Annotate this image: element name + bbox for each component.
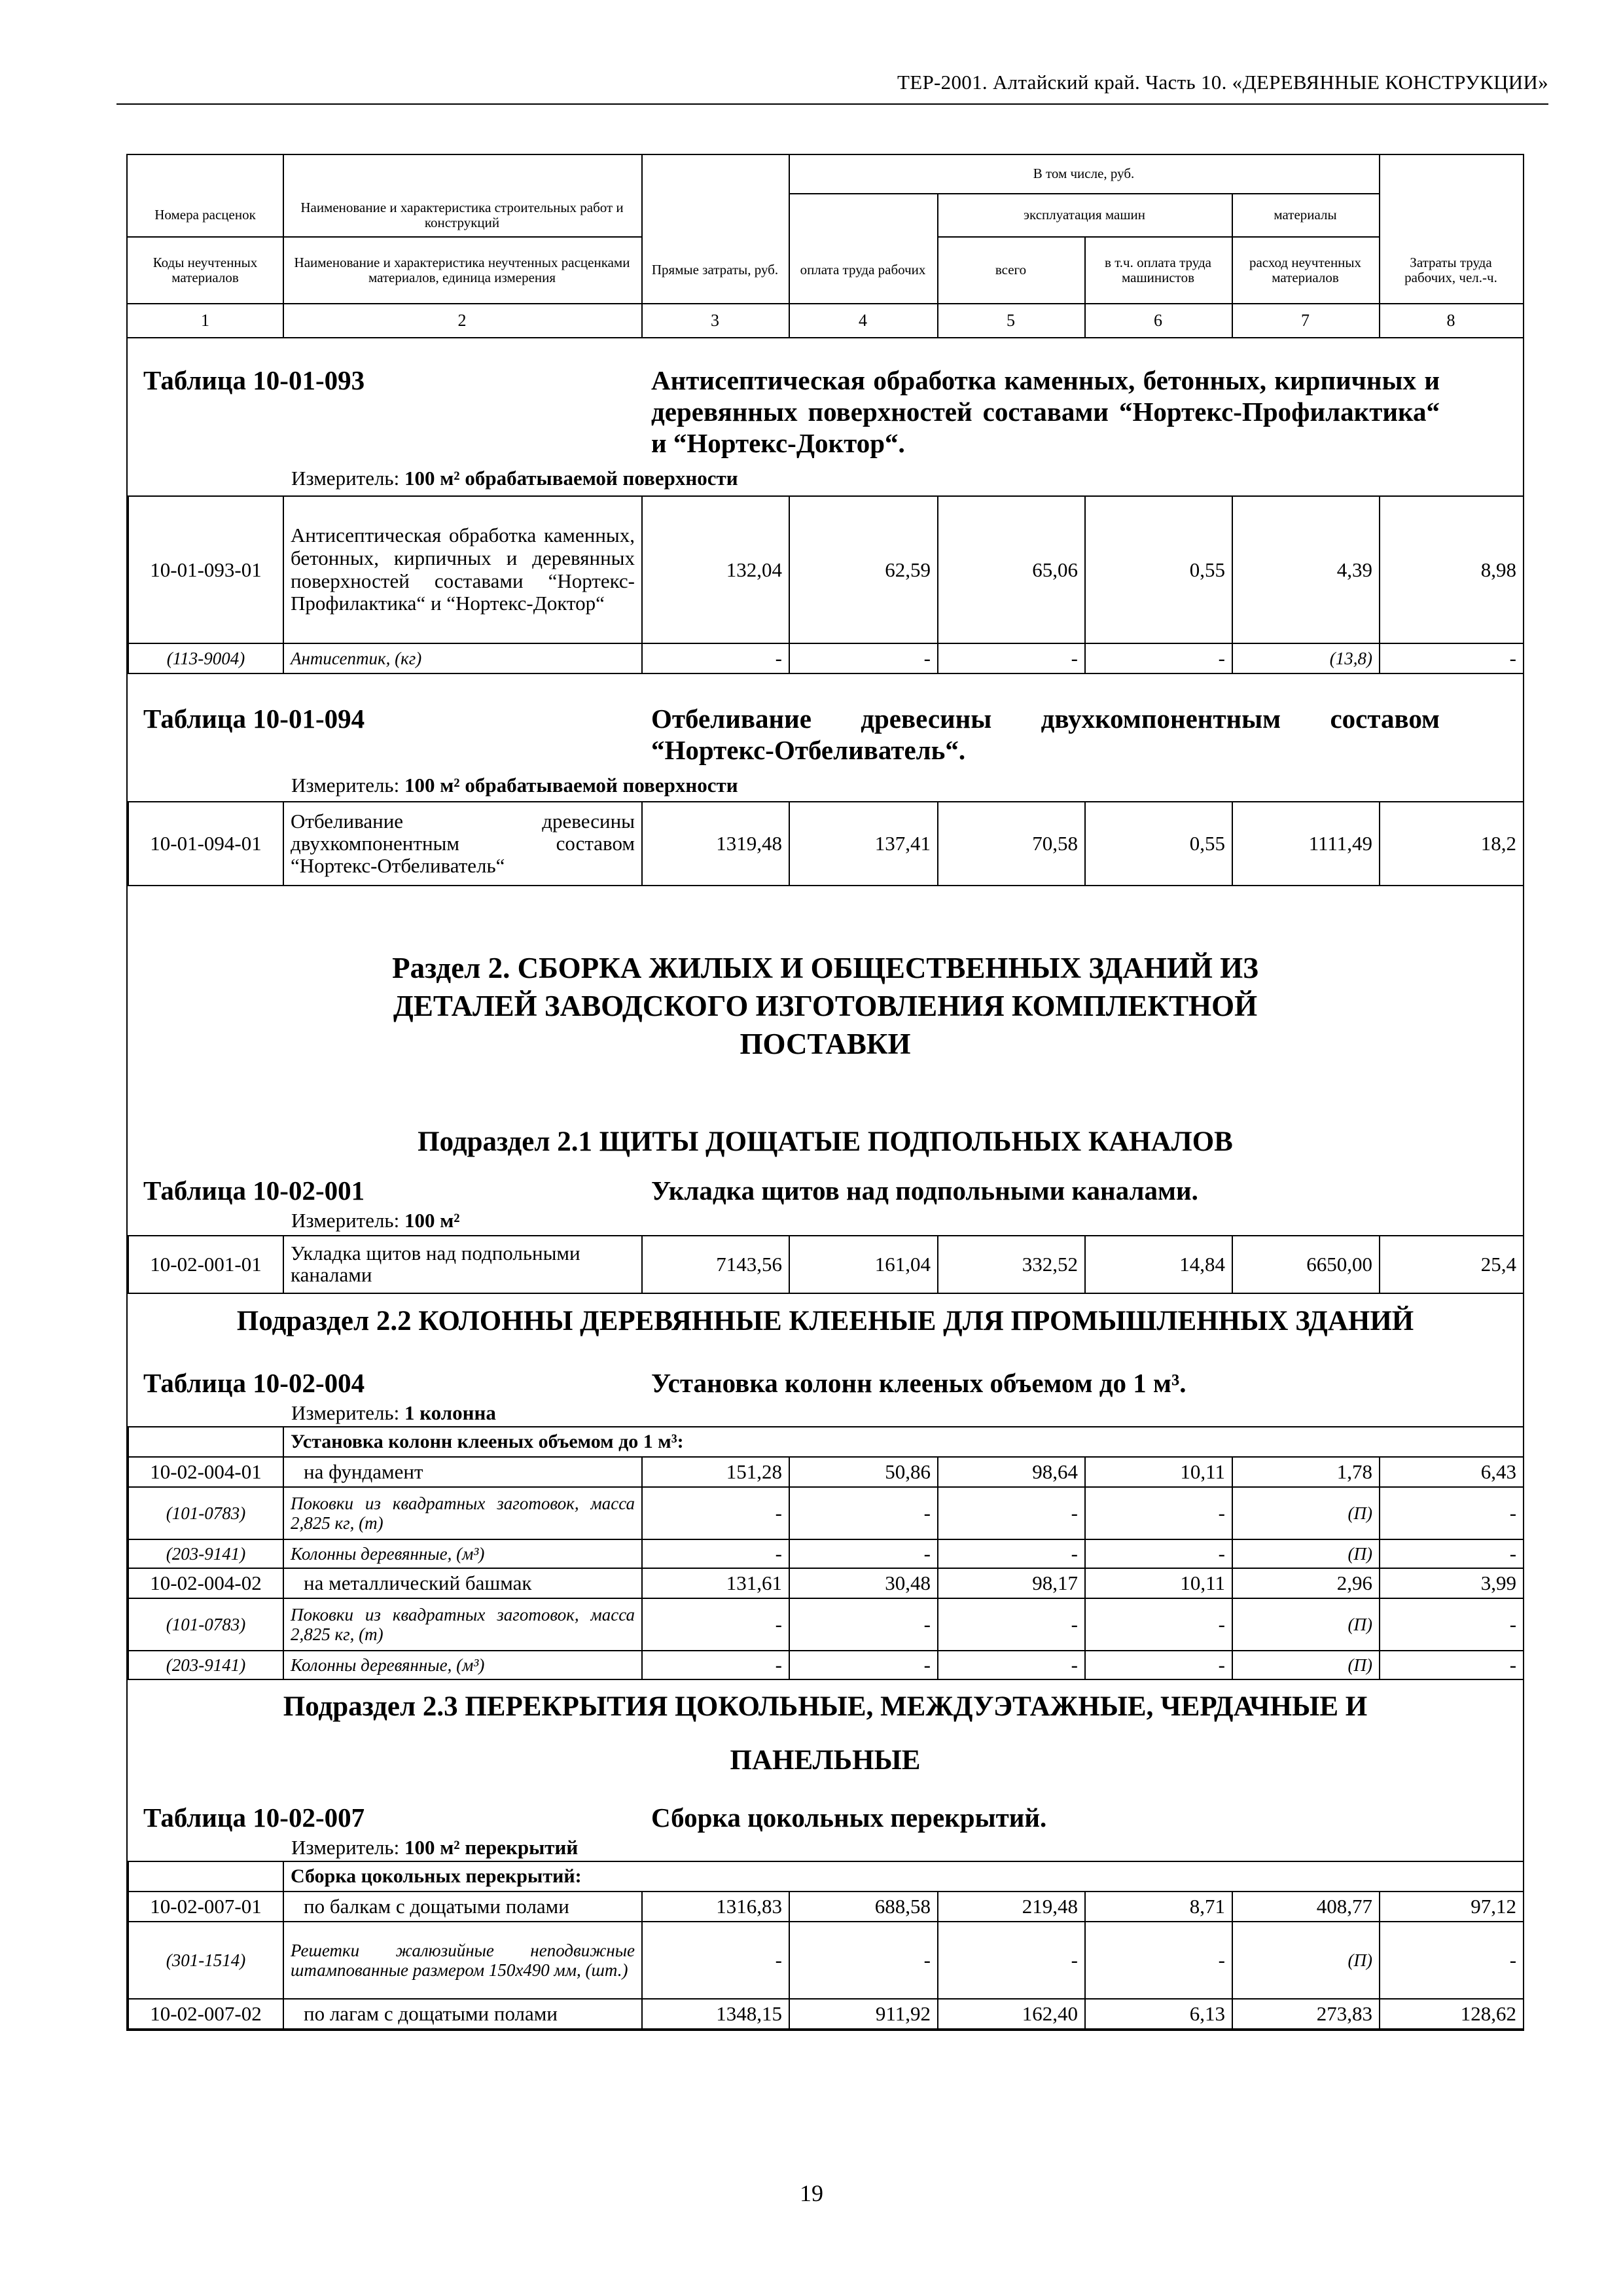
rate-name: по лагам с дощатыми полами: [283, 1999, 642, 2029]
machines-total: 98,17: [938, 1568, 1085, 1598]
direct-cost: 151,28: [642, 1457, 789, 1487]
rate-name: на фундамент: [283, 1457, 642, 1487]
cell-value: -: [938, 1487, 1085, 1539]
col-number: 2: [457, 310, 467, 330]
cell-value: -: [1085, 1651, 1232, 1679]
col-number: 3: [711, 310, 719, 330]
unit-value: 1 колонна: [404, 1401, 496, 1424]
col-number: 5: [1007, 310, 1015, 330]
rates-table: [128, 495, 1524, 644]
rates-table: [128, 643, 1524, 674]
cell-value: -: [1380, 1651, 1524, 1679]
cell-value: -: [642, 1539, 789, 1568]
material-code: (301-1514): [128, 1922, 283, 1999]
labor-hours: 3,99: [1380, 1568, 1524, 1598]
unit-line: [291, 1209, 460, 1232]
direct-cost: 1319,48: [642, 802, 789, 886]
table-heading: [128, 338, 1523, 495]
cell-value: (П): [1232, 1922, 1380, 1999]
table-title: Установка колонн клееных объемом до 1 м³.: [651, 1368, 1186, 1398]
rate-name: Укладка щитов над подпольными каналами: [283, 1236, 642, 1293]
header-rule: [116, 103, 1548, 105]
rate-code: 10-02-001-01: [128, 1236, 283, 1293]
col3-header: Прямые затраты, руб.: [651, 262, 779, 278]
material-row: [128, 1539, 1524, 1568]
cell-value: (П): [1232, 1651, 1380, 1679]
cell-value: -: [938, 1651, 1085, 1679]
cell-value: -: [642, 1598, 789, 1651]
machines-total: 219,48: [938, 1892, 1085, 1922]
group-label: Установка колонн клееных объемом до 1 м³:: [283, 1427, 1524, 1457]
table-title: Сборка цокольных перекрытий.: [651, 1803, 1047, 1833]
cell-value: -: [938, 1539, 1085, 1568]
table-row: [128, 496, 1524, 643]
cell-value: (П): [1232, 1539, 1380, 1568]
table-heading: [128, 674, 1523, 801]
col-number: 1: [201, 310, 209, 330]
subsection-title: Подраздел 2.1 ЩИТЫ ДОЩАТЫЕ ПОДПОЛЬНЫХ КАНАЛОВ: [418, 1126, 1233, 1157]
unit-value: 100 м² обрабатываемой поверхности: [404, 467, 738, 490]
labor-pay: 30,48: [789, 1568, 938, 1598]
table-row: [128, 1892, 1524, 1922]
table-code: Таблица 10-01-094: [143, 704, 365, 734]
rate-code: 10-01-094-01: [128, 802, 283, 886]
table-code: Таблица 10-02-007: [143, 1803, 365, 1833]
unit-value: 100 м²: [404, 1209, 460, 1232]
labor-hours: 25,4: [1380, 1236, 1524, 1293]
table-code: Таблица 10-02-004: [143, 1368, 365, 1398]
col8-header: Затраты труда рабочих, чел.-ч.: [1404, 254, 1497, 285]
col1-top-header: Номера расценок: [154, 207, 256, 223]
machinists-pay: 0,55: [1085, 496, 1232, 643]
material-name: Антисептик, (кг): [283, 643, 642, 673]
machinists-pay: 10,11: [1085, 1457, 1232, 1487]
materials-cost: 408,77: [1232, 1892, 1380, 1922]
unit-line: [291, 1401, 496, 1425]
cell-value: -: [1380, 643, 1524, 673]
table-row: [128, 1999, 1524, 2029]
materials-cost: 2,96: [1232, 1568, 1380, 1598]
material-code: (113-9004): [128, 643, 283, 673]
cell-value: -: [789, 643, 938, 673]
material-name: Колонны деревянные, (м³): [283, 1651, 642, 1679]
table-title: Укладка щитов над подпольными каналами.: [651, 1175, 1198, 1206]
unit-value: 100 м² обрабатываемой поверхности: [404, 774, 738, 797]
subsection-title: Подраздел 2.3 ПЕРЕКРЫТИЯ ЦОКОЛЬНЫЕ, МЕЖДУЭТАЖНЫЕ, ЧЕРДАЧНЫЕ И ПАНЕЛЬНЫЕ: [283, 1691, 1368, 1776]
table-code: Таблица 10-02-001: [143, 1175, 365, 1206]
cell-value: -: [1380, 1487, 1524, 1539]
rates-table: [128, 801, 1524, 886]
materials-header: материалы: [1274, 207, 1337, 223]
direct-cost: 1316,83: [642, 1892, 789, 1922]
material-name: Решетки жалюзийные неподвижные штампованные размером 150х490 мм, (шт.): [283, 1922, 642, 1999]
direct-cost: 131,61: [642, 1568, 789, 1598]
material-code: (203-9141): [128, 1539, 283, 1568]
cell-value: -: [1380, 1922, 1524, 1999]
materials-cost: 273,83: [1232, 1999, 1380, 2029]
col-number: 7: [1301, 310, 1310, 330]
col-number: 4: [859, 310, 867, 330]
material-row: [128, 643, 1524, 673]
material-row: [128, 1651, 1524, 1679]
machines-header: эксплуатация машин: [1024, 207, 1145, 223]
rate-name: по балкам с дощатыми полами: [283, 1892, 642, 1922]
rate-name: Антисептическая обработка каменных, бетонных, кирпичных и деревянных поверхностей составами “Нортекс-Профилактика“ и “Нортекс-Доктор“: [283, 496, 642, 643]
col5-header: всего: [995, 262, 1027, 278]
cell-value: (П): [1232, 1598, 1380, 1651]
cell-value: -: [938, 1598, 1085, 1651]
section-title: Раздел 2. СБОРКА ЖИЛЫХ И ОБЩЕСТВЕННЫХ ЗДАНИЙ ИЗ ДЕТАЛЕЙ ЗАВОДСКОГО ИЗГОТОВЛЕНИЯ КОМПЛЕКТНОЙ ПОСТАВКИ: [392, 952, 1258, 1060]
table-heading: [128, 1158, 1523, 1235]
col7-header: расход неучтенных материалов: [1249, 254, 1362, 285]
cell-value: -: [789, 1651, 938, 1679]
unit-label: Измеритель:: [291, 467, 400, 490]
cell-value: -: [642, 1651, 789, 1679]
direct-cost: 1348,15: [642, 1999, 789, 2029]
cell-value: -: [642, 1487, 789, 1539]
labor-pay: 137,41: [789, 802, 938, 886]
material-name: Поковки из квадратных заготовок, масса 2,825 кг, (т): [283, 1487, 642, 1539]
column-header: [128, 155, 1523, 338]
cell-value: -: [1085, 1922, 1232, 1999]
col-number: 6: [1154, 310, 1162, 330]
col4-header: оплата труда рабочих: [800, 262, 926, 278]
cell-value: -: [1085, 1598, 1232, 1651]
col2-top-header: Наименование и характеристика строительных работ и конструкций: [300, 199, 624, 230]
machines-total: 98,64: [938, 1457, 1085, 1487]
table-row: [128, 1457, 1524, 1487]
table-title: Отбеливание древесины двухкомпонентным составом “Нортекс-Отбеливатель“.: [651, 704, 1440, 765]
running-header: ТЕР-2001. Алтайский край. Часть 10. «ДЕРЕВЯННЫЕ КОНСТРУКЦИИ»: [897, 71, 1548, 94]
labor-hours: 18,2: [1380, 802, 1524, 886]
machines-total: 65,06: [938, 496, 1085, 643]
direct-cost: 132,04: [642, 496, 789, 643]
unit-line: [291, 1836, 578, 1859]
table-row: [128, 1236, 1524, 1293]
rates-table: [128, 1235, 1524, 1294]
table-code: Таблица 10-01-093: [143, 365, 365, 395]
machines-total: 70,58: [938, 802, 1085, 886]
machinists-pay: 8,71: [1085, 1892, 1232, 1922]
material-row: [128, 1487, 1524, 1539]
group-row: [128, 1861, 1524, 1892]
material-code: (101-0783): [128, 1598, 283, 1651]
material-row: [128, 1922, 1524, 1999]
unit-label: Измеритель:: [291, 774, 400, 797]
cell-value: -: [1085, 643, 1232, 673]
rate-name: на металлический башмак: [283, 1568, 642, 1598]
group-row: [128, 1427, 1524, 1457]
labor-hours: 97,12: [1380, 1892, 1524, 1922]
rate-code: 10-01-093-01: [128, 496, 283, 643]
machinists-pay: 14,84: [1085, 1236, 1232, 1293]
col1-bottom-header: Коды неучтенных материалов: [152, 254, 258, 285]
rate-code: 10-02-007-02: [128, 1999, 283, 2029]
machines-total: 332,52: [938, 1236, 1085, 1293]
rates-table: [128, 1426, 1524, 1680]
labor-pay: 50,86: [789, 1457, 938, 1487]
cell-value: -: [789, 1487, 938, 1539]
rates-table: [128, 1861, 1524, 2030]
labor-pay: 161,04: [789, 1236, 938, 1293]
page-number: 19: [800, 2180, 823, 2206]
labor-pay: 688,58: [789, 1892, 938, 1922]
table-title: Антисептическая обработка каменных, бетонных, кирпичных и деревянных поверхностей составами “Нортекс-Профилактика“ и “Нортекс-Доктор“.: [651, 365, 1440, 458]
rate-name: Отбеливание древесины двухкомпонентным составом “Нортекс-Отбеливатель“: [283, 802, 642, 886]
col6-header: в т.ч. оплата труда машинистов: [1105, 254, 1211, 285]
machines-total: 162,40: [938, 1999, 1085, 2029]
unit-label: Измеритель:: [291, 1209, 400, 1232]
unit-label: Измеритель:: [291, 1401, 400, 1424]
table-heading: [128, 1349, 1523, 1426]
materials-cost: 1111,49: [1232, 802, 1380, 886]
machinists-pay: 10,11: [1085, 1568, 1232, 1598]
material-row: [128, 1598, 1524, 1651]
unit-label: Измеритель:: [291, 1836, 400, 1859]
direct-cost: 7143,56: [642, 1236, 789, 1293]
machinists-pay: 0,55: [1085, 802, 1232, 886]
unit-value: 100 м² перекрытий: [404, 1836, 579, 1859]
labor-hours: 128,62: [1380, 1999, 1524, 2029]
labor-pay: 62,59: [789, 496, 938, 643]
main-table: [126, 154, 1524, 2031]
cell-value: -: [642, 1922, 789, 1999]
unit-line: [291, 467, 738, 490]
cell-value: -: [938, 643, 1085, 673]
subsection-title: Подраздел 2.2 КОЛОННЫ ДЕРЕВЯННЫЕ КЛЕЕНЫЕ ДЛЯ ПРОМЫШЛЕННЫХ ЗДАНИЙ: [236, 1306, 1414, 1336]
materials-cost: 4,39: [1232, 496, 1380, 643]
table-row: [128, 1568, 1524, 1598]
rate-code: 10-02-004-02: [128, 1568, 283, 1598]
table-row: [128, 802, 1524, 886]
incl-header: В том числе, руб.: [1033, 166, 1135, 182]
cell-value: -: [1380, 1539, 1524, 1568]
cell-value: -: [789, 1539, 938, 1568]
cell-value: -: [1380, 1598, 1524, 1651]
cell-value: (П): [1232, 1487, 1380, 1539]
materials-cost: 6650,00: [1232, 1236, 1380, 1293]
labor-pay: 911,92: [789, 1999, 938, 2029]
cell-value: -: [1085, 1539, 1232, 1568]
material-name: Поковки из квадратных заготовок, масса 2,825 кг, (т): [283, 1598, 642, 1651]
material-code: (101-0783): [128, 1487, 283, 1539]
table-heading: [128, 1787, 1523, 1861]
labor-hours: 6,43: [1380, 1457, 1524, 1487]
machinists-pay: 6,13: [1085, 1999, 1232, 2029]
rate-code: 10-02-007-01: [128, 1892, 283, 1922]
rate-code: 10-02-004-01: [128, 1457, 283, 1487]
cell-value: -: [938, 1922, 1085, 1999]
cell-value: -: [1085, 1487, 1232, 1539]
material-name: Колонны деревянные, (м³): [283, 1539, 642, 1568]
cell-value: (13,8): [1232, 643, 1380, 673]
labor-hours: 8,98: [1380, 496, 1524, 643]
group-label: Сборка цокольных перекрытий:: [283, 1861, 1524, 1892]
cell-value: -: [642, 643, 789, 673]
cell-value: -: [789, 1598, 938, 1651]
col2-bottom-header: Наименование и характеристика неучтенных расценками материалов, единица измерения: [294, 254, 630, 285]
col-number: 8: [1446, 310, 1455, 330]
material-code: (203-9141): [128, 1651, 283, 1679]
cell-value: -: [789, 1922, 938, 1999]
unit-line: [291, 774, 738, 797]
materials-cost: 1,78: [1232, 1457, 1380, 1487]
